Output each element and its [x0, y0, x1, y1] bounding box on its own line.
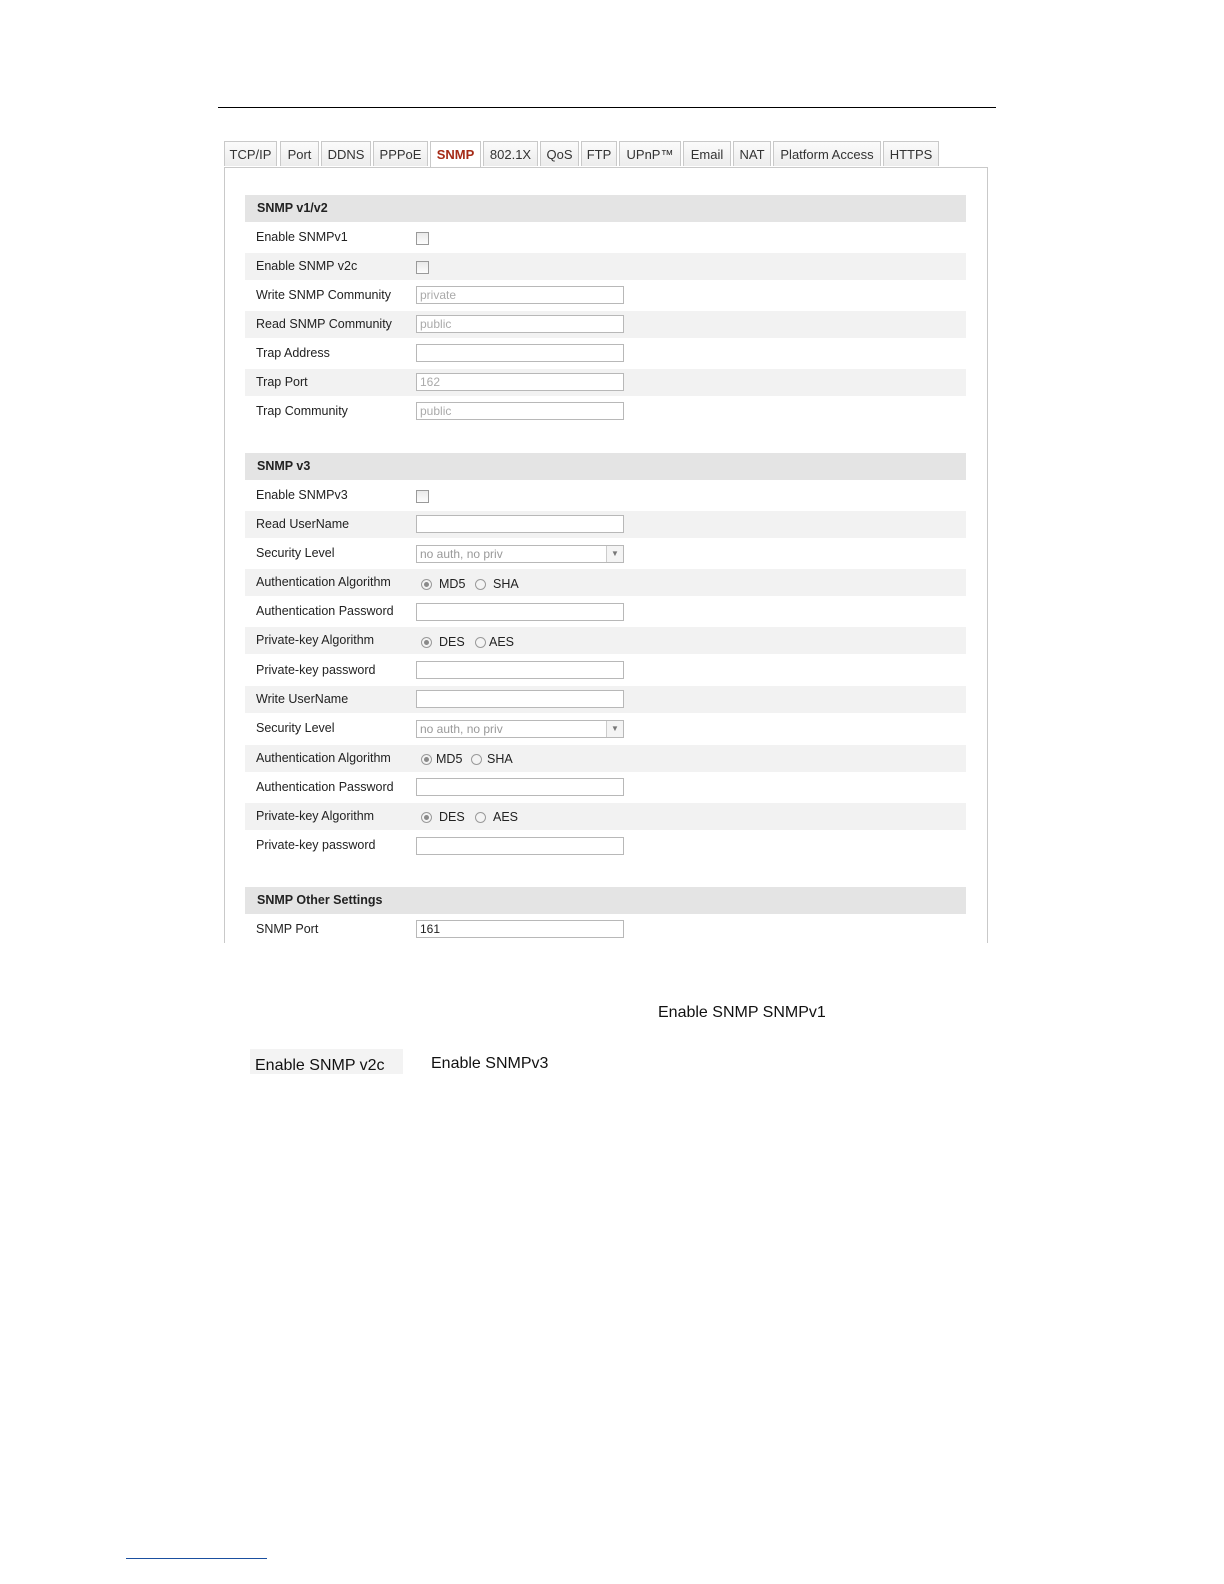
write-username-label: Write UserName [256, 692, 349, 706]
chevron-down-icon[interactable]: ▼ [606, 546, 623, 562]
read-community-input[interactable]: public [416, 315, 624, 333]
tab-8021x[interactable]: 802.1X [483, 141, 538, 166]
tab-pppoe[interactable]: PPPoE [373, 141, 428, 166]
tab-tcpip[interactable]: TCP/IP [224, 141, 277, 166]
tab-nat[interactable]: NAT [733, 141, 771, 166]
trap-address-input[interactable] [416, 344, 624, 362]
section-title-other: SNMP Other Settings [245, 887, 966, 914]
enable-snmpv3-checkbox[interactable] [416, 490, 429, 503]
enable-snmpv2c-label: Enable SNMP v2c [256, 259, 358, 273]
snmp-port-label: SNMP Port [256, 922, 319, 936]
enable-snmpv1-label: Enable SNMPv1 [256, 230, 348, 244]
write-privkey-password-input[interactable] [416, 837, 624, 855]
read-auth-password-label: Authentication Password [256, 604, 394, 618]
write-privkey-password-label: Private-key password [256, 838, 376, 852]
enable-snmpv2c-checkbox[interactable] [416, 261, 429, 274]
write-privkey-des-radio[interactable] [421, 812, 432, 823]
tab-ftp[interactable]: FTP [581, 141, 617, 166]
read-auth-md5-radio[interactable] [421, 579, 432, 590]
write-privkey-aes-label: AES [493, 810, 519, 824]
caption-enable-snmpv2c: Enable SNMP v2c [255, 1057, 385, 1074]
caption-enable-snmpv3: Enable SNMPv3 [431, 1055, 549, 1072]
tab-platform-access[interactable]: Platform Access [773, 141, 881, 166]
enable-snmpv3-label: Enable SNMPv3 [256, 488, 348, 502]
read-auth-sha-radio[interactable] [475, 579, 486, 590]
chevron-down-icon[interactable]: ▼ [606, 721, 623, 737]
trap-port-label: Trap Port [256, 375, 308, 389]
write-auth-md5-radio[interactable] [421, 754, 432, 765]
trap-port-input[interactable]: 162 [416, 373, 624, 391]
write-privkey-des-label: DES [439, 810, 465, 824]
tab-email[interactable]: Email [683, 141, 731, 166]
write-security-level-value: no auth, no priv [420, 722, 503, 736]
write-auth-password-input[interactable] [416, 778, 624, 796]
read-privkey-aes-label: AES [489, 635, 515, 649]
section-title-v3: SNMP v3 [245, 453, 966, 480]
write-security-level-select[interactable] [416, 720, 624, 738]
enable-snmpv1-checkbox[interactable] [416, 232, 429, 245]
read-privkey-des-radio[interactable] [421, 637, 432, 648]
section-title-v1v2: SNMP v1/v2 [245, 195, 966, 222]
write-username-input[interactable] [416, 690, 624, 708]
write-auth-sha-radio[interactable] [471, 754, 482, 765]
read-privkey-des-label: DES [439, 635, 465, 649]
read-username-label: Read UserName [256, 517, 350, 531]
write-community-input[interactable]: private [416, 286, 624, 304]
caption-enable-snmpv1: Enable SNMP SNMPv1 [658, 1004, 826, 1021]
trap-community-label: Trap Community [256, 404, 348, 418]
tab-upnp[interactable]: UPnP™ [619, 141, 681, 166]
read-username-input[interactable] [416, 515, 624, 533]
read-auth-md5-label: MD5 [439, 577, 466, 591]
trap-community-input[interactable]: public [416, 402, 624, 420]
write-auth-md5-label: MD5 [436, 752, 463, 766]
tab-qos[interactable]: QoS [540, 141, 579, 166]
page-header-rule [218, 107, 996, 108]
write-auth-algorithm-label: Authentication Algorithm [256, 751, 391, 765]
read-auth-sha-label: SHA [493, 577, 519, 591]
read-security-level-value: no auth, no priv [420, 547, 503, 561]
write-security-level-label: Security Level [256, 721, 335, 735]
read-security-level-label: Security Level [256, 546, 335, 560]
read-privkey-password-label: Private-key password [256, 663, 376, 677]
write-community-label: Write SNMP Community [256, 288, 391, 302]
read-privkey-algorithm-label: Private-key Algorithm [256, 633, 375, 647]
read-community-label: Read SNMP Community [256, 317, 392, 331]
tab-https[interactable]: HTTPS [883, 141, 939, 166]
snmp-port-input[interactable]: 161 [416, 920, 624, 938]
tab-ddns[interactable]: DDNS [321, 141, 371, 166]
footnote-rule [126, 1558, 267, 1559]
read-privkey-aes-radio[interactable] [475, 637, 486, 648]
trap-address-label: Trap Address [256, 346, 330, 360]
read-privkey-password-input[interactable] [416, 661, 624, 679]
write-privkey-aes-radio[interactable] [475, 812, 486, 823]
tab-snmp[interactable]: SNMP [430, 141, 481, 168]
read-auth-password-input[interactable] [416, 603, 624, 621]
write-privkey-algorithm-label: Private-key Algorithm [256, 809, 375, 823]
write-auth-sha-label: SHA [487, 752, 513, 766]
write-auth-password-label: Authentication Password [256, 780, 394, 794]
read-security-level-select[interactable] [416, 545, 624, 563]
tab-port[interactable]: Port [280, 141, 319, 166]
read-auth-algorithm-label: Authentication Algorithm [256, 575, 391, 589]
